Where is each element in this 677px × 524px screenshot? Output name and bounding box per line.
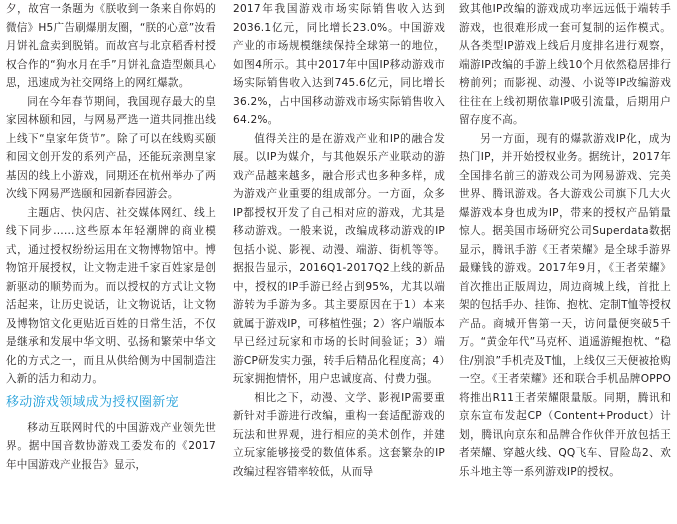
paragraph: 夕，故宫一条题为《朕收到一条来自你妈的微信》H5广告刷爆朋友圈，“朕的心意”汝看月饼礼盒卖到脱销。而故宫与北京稻香村授权合作的“狗水月在手”月饼礼盒造型颇具心思，迅速成为社交网络上的网红爆款。	[6, 3, 216, 89]
paragraph: 致其他IP改编的游戏成功率远远低于端转手游戏，也很难形成一套可复制的运作模式。从各类型IP游戏上线后月度排名进行观察，端游IP改编的手游上线10个月依然稳居排行榜前列；而影视、动漫、小说等IP改编游戏往往在上线初期依靠IP吸引流量，后期用户留存度不高。	[459, 3, 671, 126]
paragraph: 相比之下，动漫、文学、影视IP需要重新针对手游进行改编，重构一套适配游戏的玩法和世界观，进行相应的美术创作，并建立玩家能够接受的数值体系。这套繁杂的IP改编过程容错率较低，从而导	[233, 391, 445, 478]
paragraph: 同在今年春节期间，我国现存最大的皇家园林颐和园，与网易严选一道共同推出线上线下“皇家年货节”。除了可以在线购买颐和园文创开发的系列产品，还能玩亲测皇家基因的线上小游戏，同期还在杭州举办了两次线下网易严选颐和园新春园游会。	[6, 95, 216, 200]
column-left	[6, 0, 216, 474]
column-right	[459, 0, 671, 481]
paragraph: 另一方面，现有的爆款游戏IP化，成为热门IP，并开始授权业务。据统计，2017年全国排名前三的游戏公司为网易游戏、完美世界、腾讯游戏。各大游戏公司旗下几大火爆游戏本身也成为IP，带来的授权产品销量惊人。据美国市场研究公司Superdata数据显示，腾讯手游《王者荣耀》是全球手游界最赚钱的游戏。2017年9月，《王者荣耀》首次推出正版周边，周边商城上线，首批上架的包括手办、挂饰、抱枕、定制T恤等授权产品。商城开售第一天，访问量便突破5千万。“黄金年代”马克杯、逍遥游鲲抱枕、“稳住/别浪”手机壳及T恤，上线仅三天便被抢购一空。《王者荣耀》还和联合手机品牌OPPO将推出R11王者荣耀限量版。同期，腾讯和京东宣布发起CP（Content+Product）计划，腾讯向京东和品牌合作伙伴开放包括王者荣耀、穿越火线、QQ飞车、冒险岛2、欢乐斗地主等一系列游戏IP的授权。	[459, 132, 671, 478]
paragraph: 移动互联网时代的中国游戏产业领先世界。据中国音数协游戏工委发布的《2017年中国游戏产业报告》显示，	[6, 421, 216, 471]
section-heading: 移动游戏领域成为授权圈新宠	[6, 394, 179, 410]
paragraph: 主题店、快闪店、社交媒体网红、线上线下同步……这些原本年轻潮牌的商业模式，通过授权纷纷运用在文物博物馆中。博物馆开展授权，让文物走进千家百姓家是创新驱动的顺势而为。而以授权的方式让文物活起来，让历史说话，让文物说话，让文物及博物馆文化更贴近百姓的日常生活，不仅是继承和发展中华文明、弘扬和繁荣中华文化的方式之一，而且从供给侧为中国制造注入新的活力和动力。	[6, 206, 216, 385]
column-middle	[233, 0, 445, 481]
paragraph: 值得关注的是在游戏产业和IP的融合发展。以IP为媒介，与其他娱乐产业联动的游戏产品越来越多，融合形式也多种多样，成为游戏产业重要的组成部分。一方面，众多IP都授权开发了自己相对应的游戏，尤其是移动游戏。一般来说，改编成移动游戏的IP包括小说、影视、动漫、端游、街机等等。据报告显示，2016Q1-2017Q2上线的新品中，授权的IP手游已经占到95%，尤其以端游转为手游为多。其主要原因在于1）本来就属于游戏IP，可移植性强；2）客户端版本早已经过玩家和市场的长时间验证；3）端游CP研发实力强，转手后精品化程度高；4）玩家拥抱情怀，用户忠诚度高、付费力强。	[233, 132, 445, 385]
paragraph: 2017年我国游戏市场实际销售收入达到2036.1亿元，同比增长23.0%。中国游戏产业的市场规模继续保持全球第一的地位，如图4所示。其中2017年中国IP移动游戏市场实际销售收入达到745.6亿元，同比增长36.2%，占中国移动游戏市场实际销售收入64.2%。	[233, 3, 445, 126]
